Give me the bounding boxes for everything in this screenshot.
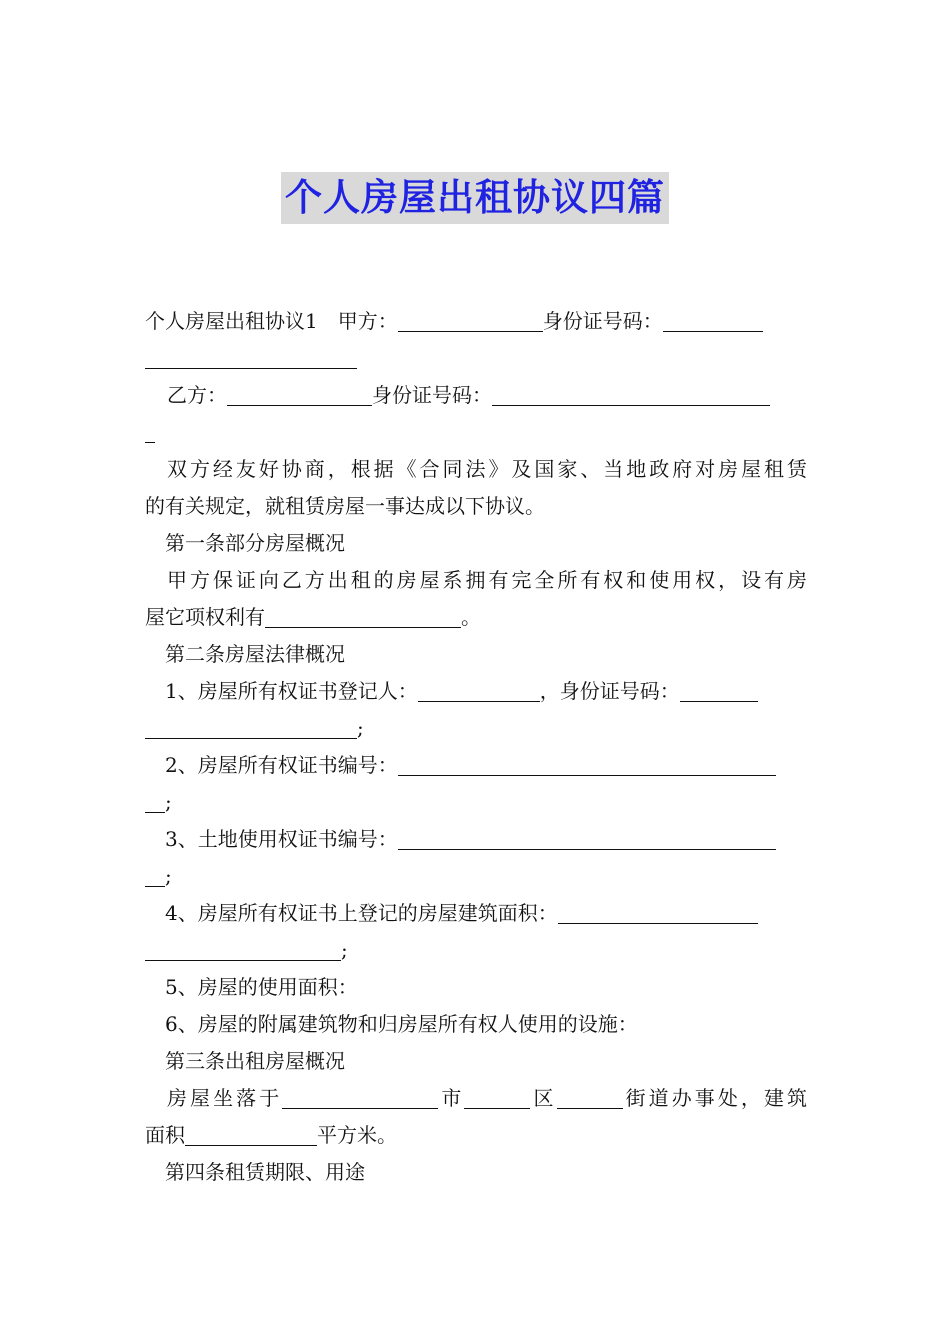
line-text: 房屋坐落于 (167, 1086, 283, 1110)
paragraph-line (145, 895, 807, 932)
paragraph-line (145, 414, 807, 451)
paragraph-line (145, 821, 807, 858)
paragraph-line (145, 1117, 807, 1154)
line-text: 身份证号码： (372, 383, 492, 407)
paragraph-line (145, 969, 807, 1006)
line-text: 4、房屋所有权证书上登记的房屋建筑面积： (165, 901, 558, 925)
fill-in-blank[interactable] (145, 790, 165, 813)
paragraph-line (145, 562, 807, 599)
line-text: 个人房屋出租协议1 甲方： (145, 309, 398, 333)
line-text: ; (341, 938, 348, 962)
paragraph-line (145, 710, 807, 747)
paragraph-line (145, 1154, 807, 1191)
line-text: 的有关规定，就租赁房屋一事达成以下协议。 (145, 494, 545, 518)
line-text: 6、房屋的附属建筑物和归房屋所有权人使用的设施： (165, 1012, 638, 1036)
line-text: 2、房屋所有权证书编号： (165, 753, 398, 777)
paragraph-line (145, 784, 807, 821)
fill-in-blank[interactable] (418, 679, 540, 702)
line-text: ; (165, 864, 172, 888)
fill-in-blank[interactable] (464, 1086, 530, 1109)
fill-in-blank[interactable] (185, 1123, 317, 1146)
paragraph-line (145, 747, 807, 784)
paragraph-line (145, 636, 807, 673)
fill-in-blank[interactable] (680, 679, 758, 702)
line-text: 面积 (145, 1123, 185, 1147)
paragraph-line (145, 1080, 807, 1117)
line-text: 乙方： (167, 383, 227, 407)
fill-in-blank[interactable] (145, 346, 357, 369)
fill-in-blank[interactable] (398, 753, 776, 776)
paragraph-line (145, 377, 807, 414)
fill-in-blank[interactable] (492, 383, 770, 406)
fill-in-blank[interactable] (145, 938, 341, 961)
fill-in-blank[interactable] (145, 420, 155, 443)
paragraph-line (145, 932, 807, 969)
line-text: 第三条出租房屋概况 (165, 1049, 345, 1073)
line-text: ; (357, 716, 364, 740)
fill-in-blank[interactable] (265, 605, 461, 628)
line-text: 3、土地使用权证书编号： (165, 827, 398, 851)
line-text: 双方经友好协商，根据《合同法》及国家、当地政府对房屋租赁 (167, 457, 807, 481)
paragraph-line (145, 488, 807, 525)
fill-in-blank[interactable] (558, 901, 758, 924)
line-text: 第一条部分房屋概况 (165, 531, 345, 555)
paragraph-line (145, 599, 807, 636)
fill-in-blank[interactable] (227, 383, 372, 406)
line-text: 平方米。 (317, 1123, 397, 1147)
line-text: 甲方保证向乙方出租的房屋系拥有完全所有权和使用权，设有房 (167, 568, 807, 592)
paragraph-line (145, 340, 807, 377)
paragraph-line (145, 673, 807, 710)
line-text: ; (165, 790, 172, 814)
line-text: ，身份证号码： (539, 679, 680, 703)
line-text: 街道办事处，建筑 (622, 1086, 807, 1110)
paragraph-line (145, 525, 807, 562)
line-text: 第二条房屋法律概况 (165, 642, 345, 666)
line-text: 区 (530, 1086, 557, 1110)
paragraph-line (145, 858, 807, 895)
line-text: 屋它项权利有 (145, 605, 265, 629)
line-text: 第四条租赁期限、用途 (165, 1160, 365, 1184)
fill-in-blank[interactable] (398, 827, 776, 850)
paragraph-line (145, 1006, 807, 1043)
paragraph-line (145, 451, 807, 488)
line-text: 身份证号码： (542, 309, 663, 333)
line-text: 。 (461, 605, 481, 629)
document-title: 个人房屋出租协议四篇 (281, 172, 669, 224)
line-text: 市 (438, 1086, 465, 1110)
fill-in-blank[interactable] (663, 309, 763, 332)
fill-in-blank[interactable] (557, 1086, 623, 1109)
paragraph-line (145, 1043, 807, 1080)
paragraph-line (145, 303, 807, 340)
fill-in-blank[interactable] (282, 1086, 438, 1109)
document-body (145, 303, 807, 1191)
title-container (0, 172, 950, 224)
fill-in-blank[interactable] (398, 309, 543, 332)
line-text: 1、房屋所有权证书登记人： (165, 679, 418, 703)
fill-in-blank[interactable] (145, 864, 165, 887)
fill-in-blank[interactable] (145, 716, 357, 739)
line-text: 5、房屋的使用面积： (165, 975, 358, 999)
